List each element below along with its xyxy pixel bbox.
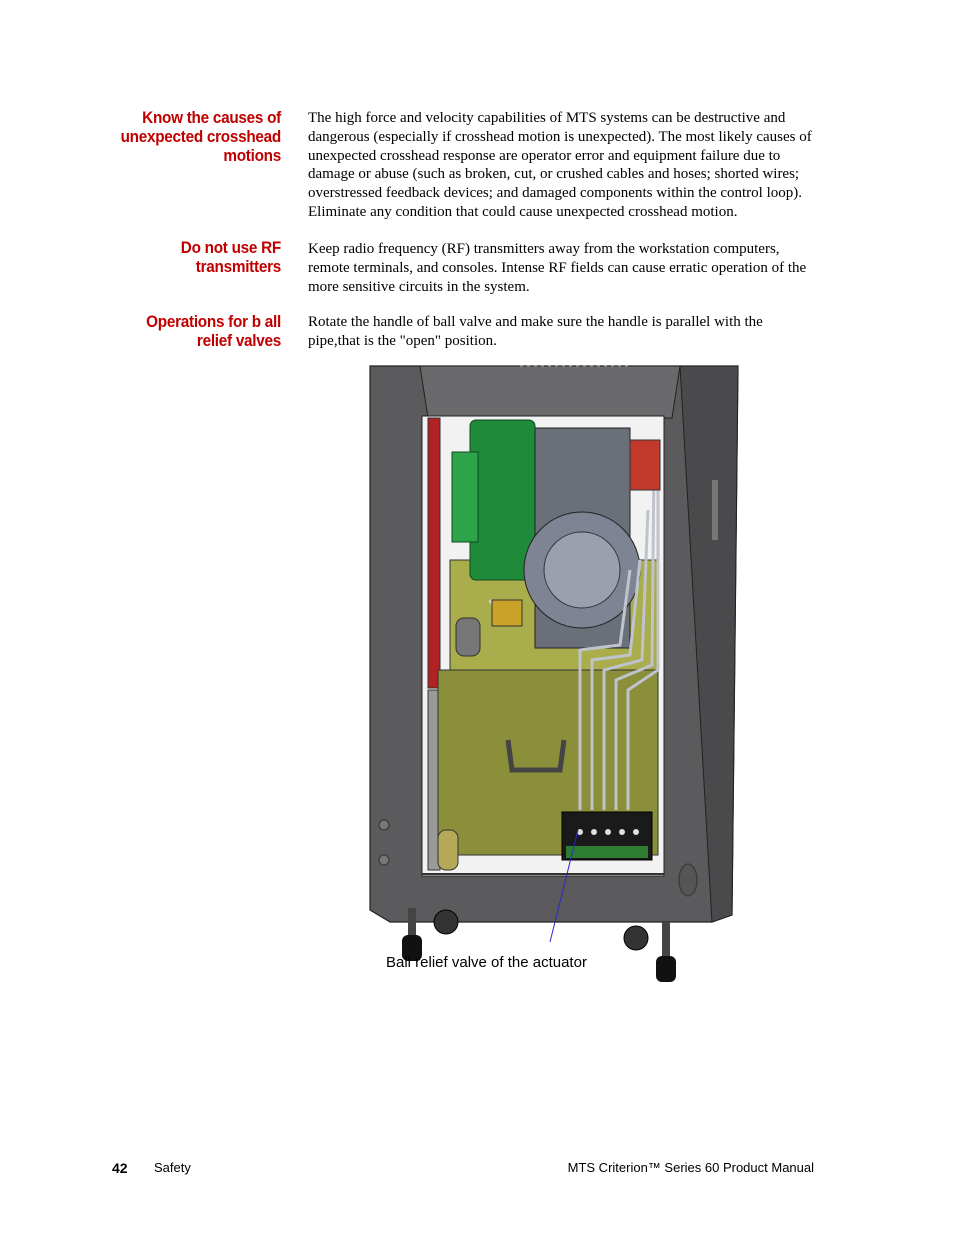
section-body-2: Keep radio frequency (RF) transmitters away from the workstation computers, remote terminals, and consoles. Intense RF fields can cause erratic operation of the more sensitive circuits in the system. <box>308 241 807 295</box>
figure-caption: Ball relief valve of the actuator <box>386 954 587 971</box>
section-heading-2: Do not use RF transmitters <box>180 238 281 276</box>
page-number: 42 <box>112 1160 128 1176</box>
section-body-1: The high force and velocity capabilities of MTS systems can be destructive and dangerous (especially if crosshead motion is unexpected). The most likely causes of unexpected crosshead response are operator error and equipment failure due to damage or abuse (such as broken, cut, or crushed cables and hoses; shorted wires; overstressed feedback devices; and damaged components within the control loop). Eliminate any condition that could cause unexpected crosshead motion. <box>308 110 812 220</box>
footer-section: Safety <box>154 1160 191 1175</box>
hydraulic-cabinet-illustration <box>360 360 750 985</box>
section-heading-1: Know the causes of unexpected crosshead motions <box>120 108 281 165</box>
section-heading-3: Operations for b all relief valves <box>146 312 281 350</box>
section-body-3: Rotate the handle of ball valve and make sure the handle is parallel with the pipe,that is the "open" position. <box>308 314 763 349</box>
footer-manual-title: MTS Criterion™ Series 60 Product Manual <box>567 1160 814 1175</box>
